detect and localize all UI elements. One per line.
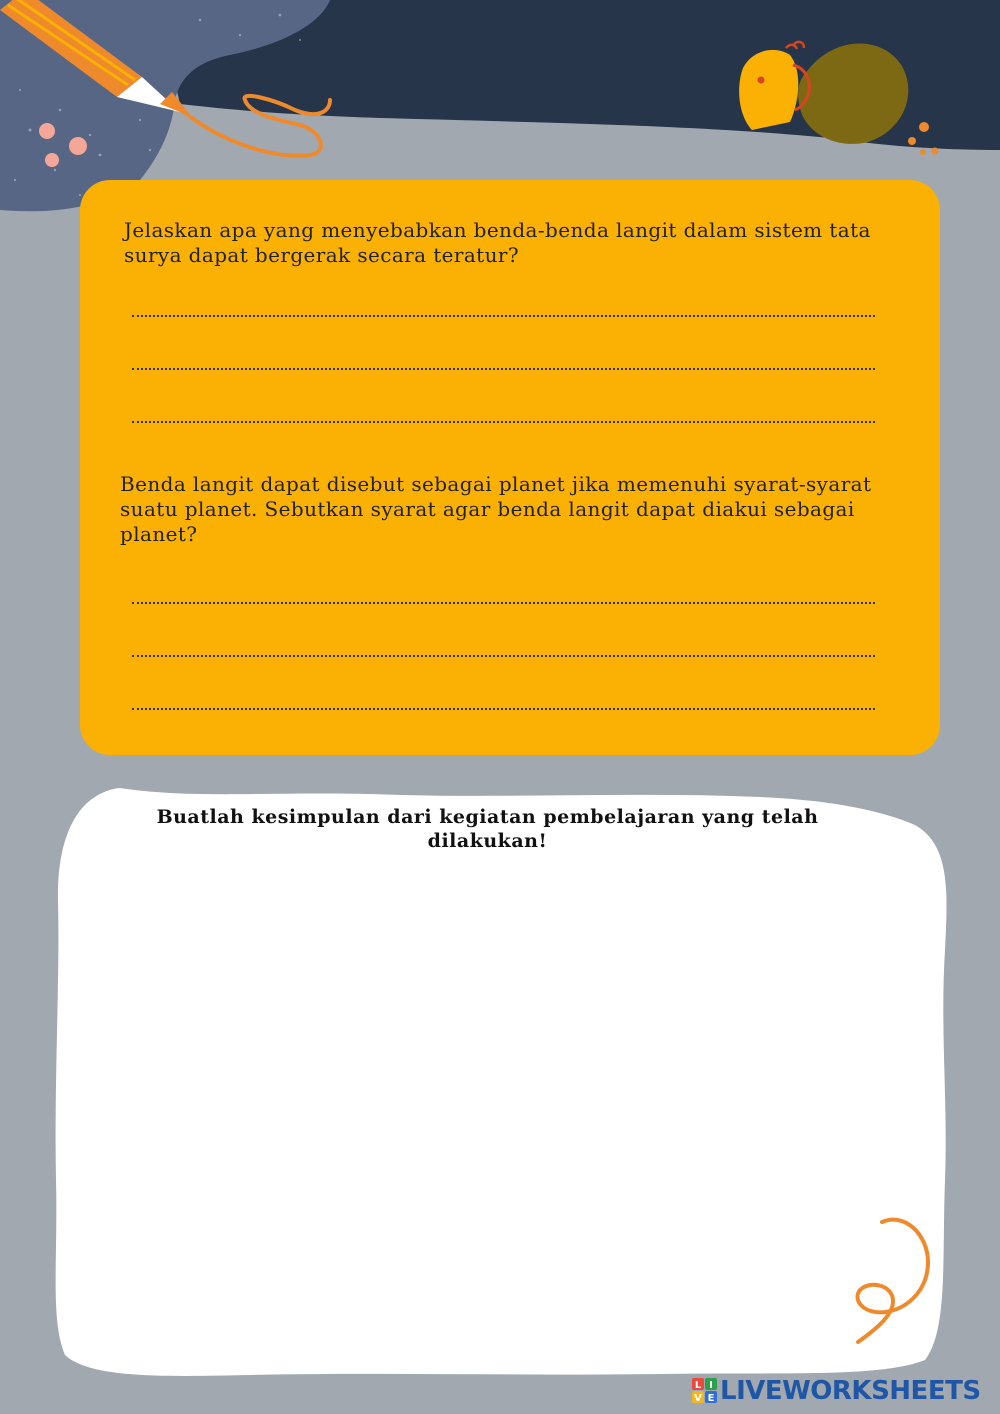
liveworksheets-brand[interactable] xyxy=(692,1376,981,1406)
question-2-answer-line-3[interactable] xyxy=(132,688,875,710)
question-2-answer-line-1[interactable] xyxy=(132,582,875,604)
question-1-text: Jelaskan apa yang menyebabkan benda-benda langit dalam sistem tata surya dapat bergerak secara teratur? xyxy=(124,218,871,267)
question-1-answer-line-1[interactable] xyxy=(132,295,875,317)
conclusion-answer-area[interactable] xyxy=(75,870,929,1214)
logo-letter-i: I xyxy=(709,1380,713,1391)
question-1-answer-line-3[interactable] xyxy=(132,401,875,423)
logo-letter-l: L xyxy=(694,1380,702,1391)
question-1-answer-line-2[interactable] xyxy=(132,348,875,370)
liveworksheets-logo-icon xyxy=(692,1378,718,1404)
conclusion-title: Buatlah kesimpulan dari kegiatan pembelajaran yang telah dilakukan! xyxy=(156,806,819,852)
question-2-answer-line-2[interactable] xyxy=(132,635,875,657)
logo-letter-e: E xyxy=(707,1393,715,1404)
brand-name: LIVEWORKSHEETS xyxy=(720,1376,981,1406)
question-card xyxy=(80,180,940,755)
question-2-text: Benda langit dapat disebut sebagai planet jika memenuhi syarat-syarat suatu planet. Sebutkan syarat agar benda langit dapat diakui sebagai planet? xyxy=(120,472,872,546)
logo-letter-v: V xyxy=(694,1393,702,1404)
